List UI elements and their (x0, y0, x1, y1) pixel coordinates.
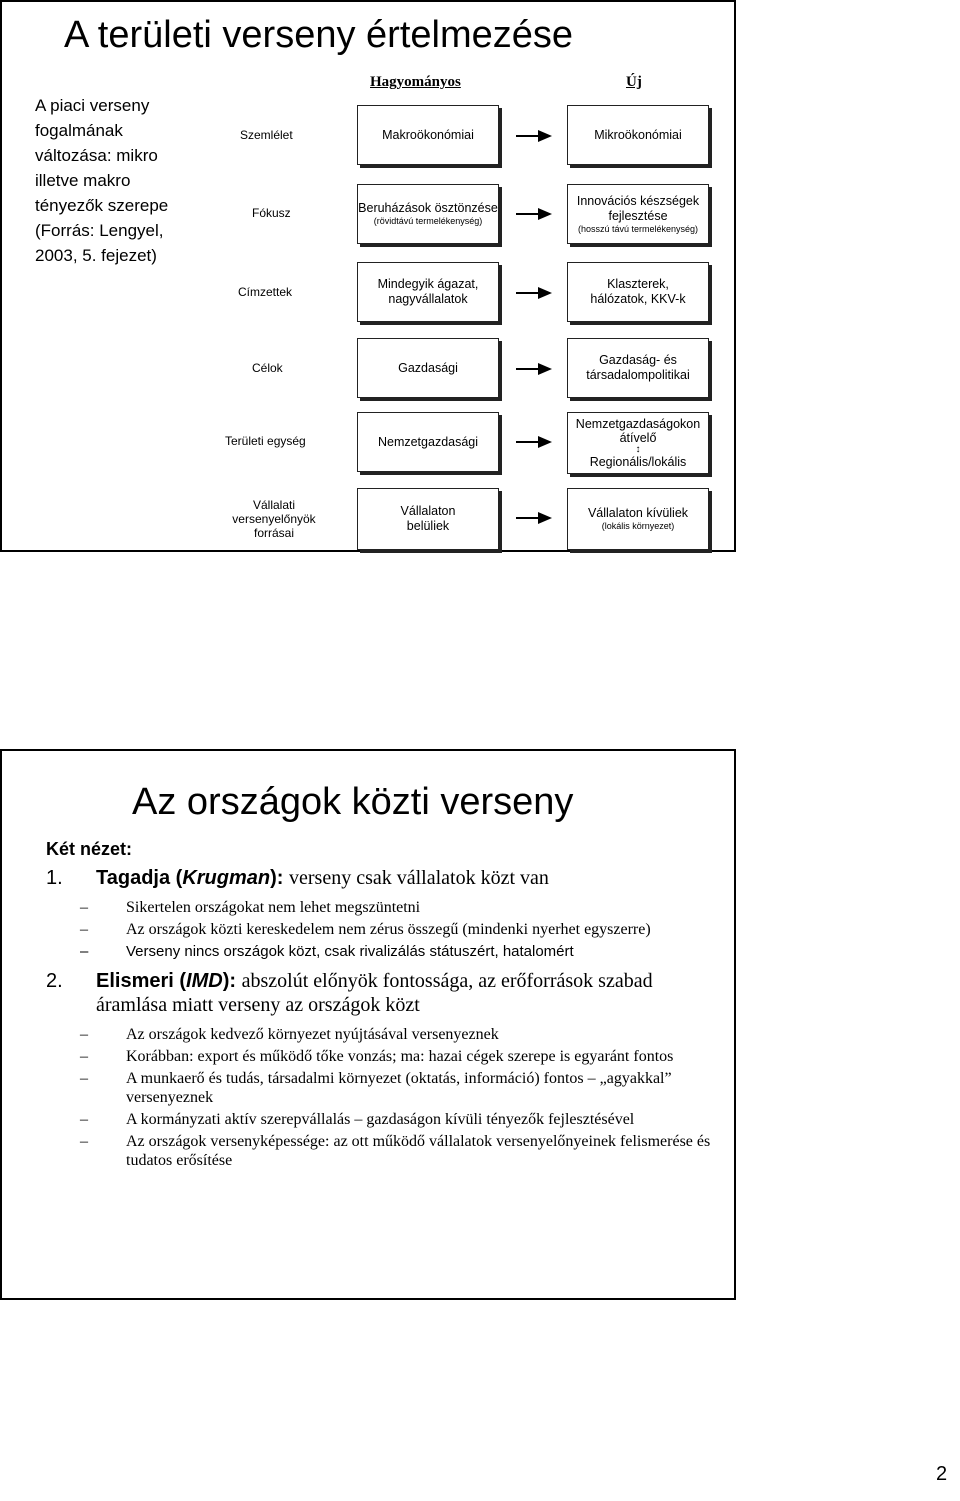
arrow-right-icon (516, 129, 552, 143)
slide-competition-between-countries (0, 749, 736, 1300)
view-1 (46, 866, 726, 890)
row-label-text: Vállalati versenyelőnyök forrásai (232, 498, 316, 540)
new-box (567, 105, 709, 165)
slide-caption: A piaci verseny fogalmának változása: mikro illetve makro tényezők szerepe (Forrás: Lengyel, 2003, 5. fejezet) (35, 96, 169, 265)
double-arrow-icon: ↕ (635, 444, 641, 455)
list-item-text: Korábban: export és működő tőke vonzás; ma: hazai cégek szerepe is egyaránt fontos (126, 1048, 674, 1065)
new-box (567, 412, 709, 474)
box-text: Gazdasági (398, 360, 458, 375)
page-number: 2 (936, 1463, 948, 1485)
list-item-text: A munkaerő és tudás, társadalmi környezet (oktatás, információ) fontos – „agyakkal” versenyeznek (126, 1070, 672, 1106)
list-item (46, 1047, 726, 1066)
list-item (46, 1069, 726, 1107)
dash-bullet: – (80, 921, 88, 938)
list-item (46, 1110, 726, 1129)
box-subtext: (hosszú távú termelékenység) (577, 223, 699, 234)
box-text: Mikroökonómiai (594, 127, 682, 142)
dash-bullet: – (80, 1133, 88, 1150)
row-label: Címzettek (238, 285, 293, 299)
column-header-traditional: Hagyományos (370, 74, 461, 90)
arrow-right-icon (516, 286, 552, 300)
box-subtext: (rövidtávú termelékenység) (373, 216, 483, 226)
head-post: ): (270, 867, 289, 889)
row-label (224, 498, 324, 540)
list-item-text: A kormányzati aktív szerepvállalás – gazdaságon kívüli tényezők fejlesztésével (126, 1111, 635, 1128)
list-item-text: Sikertelen országokat nem lehet megszüntetni (126, 899, 421, 916)
new-box (567, 184, 709, 244)
arrow-right-icon (516, 435, 552, 449)
view-head-rest: verseny csak vállalatok közt van (289, 867, 549, 889)
dash-bullet: – (80, 1111, 88, 1128)
traditional-box (357, 105, 499, 165)
dash-bullet: – (80, 1026, 88, 1043)
box-text: Nemzetgazdasági (377, 434, 479, 449)
view-head-rest: abszolút előnyök fontossága, az erőforrások szabad áramlása miatt verseny az országok közt (96, 970, 653, 1016)
new-box (567, 488, 709, 550)
dash-bullet: – (80, 899, 88, 916)
list-item (46, 942, 726, 961)
view-head (96, 970, 242, 992)
column-header-new: Új (626, 74, 642, 90)
slide-territorial-competition (0, 0, 736, 552)
traditional-box (357, 488, 499, 550)
head-pre: Elismeri ( (96, 970, 187, 992)
box-text: Mindegyik ágazat, nagyvállalatok (377, 277, 479, 306)
dash-bullet: – (80, 1070, 88, 1087)
traditional-box (357, 412, 499, 472)
box-text: Gazdaság- és társadalompolitikai (586, 353, 690, 382)
list-item-text: Az országok versenyképessége: az ott működő vállalatok versenyelőnyeinek felismerése és tudatos erősítése (126, 1133, 711, 1169)
box-text: Vállalaton kívüliek (587, 506, 689, 520)
list-item (46, 1132, 726, 1170)
list-item (46, 1025, 726, 1044)
box-text: Beruházások ösztönzése (358, 201, 498, 215)
box-text: Klaszterek, hálózatok, KKV-k (590, 277, 686, 306)
view-head (96, 867, 289, 889)
view-number: 2. (46, 970, 63, 992)
head-post: ): (222, 970, 242, 992)
two-views-heading: Két nézet: (46, 839, 133, 859)
traditional-box (357, 262, 499, 322)
box-text: Nemzetgazdaságokon átívelő (575, 417, 701, 445)
arrow-right-icon (516, 362, 552, 376)
arrow-right-icon (516, 511, 552, 525)
dash-bullet: – (80, 943, 89, 960)
box-text: Innovációs készségek fejlesztése (576, 193, 700, 223)
traditional-box (357, 184, 499, 244)
list-item (46, 920, 726, 939)
row-label: Célok (252, 361, 283, 375)
list-item-text: Az országok kedvező környezet nyújtásával versenyeznek (126, 1026, 499, 1043)
row-label: Szemlélet (240, 128, 293, 142)
traditional-box (357, 338, 499, 398)
new-box (567, 338, 709, 398)
head-pre: Tagadja ( (96, 867, 183, 889)
row-label: Fókusz (252, 206, 291, 220)
view-2 (46, 969, 726, 1017)
dash-bullet: – (80, 1048, 88, 1065)
slide-title: Az országok közti verseny (132, 781, 574, 823)
box-text-extra: Regionális/lokális (589, 455, 687, 469)
row-label: Területi egység (225, 434, 306, 448)
head-name: Krugman (182, 867, 271, 889)
slide-title: A területi verseny értelmezése (64, 14, 574, 56)
head-name: IMD (186, 970, 223, 992)
arrow-right-icon (516, 207, 552, 221)
new-box (567, 262, 709, 322)
list-item-text: Verseny nincs országok közt, csak rivalizálás státuszért, hatalomért (126, 943, 574, 960)
box-subtext: (lokális környezet) (601, 521, 675, 531)
box-text: Makroökonómiai (382, 127, 474, 142)
list-item (46, 898, 726, 917)
box-text: Vállalaton belüliek (400, 504, 456, 533)
slide-body (46, 839, 726, 1173)
view-number: 1. (46, 867, 63, 889)
list-item-text: Az országok közti kereskedelem nem zérus összegű (mindenki nyerhet egyszerre) (126, 921, 651, 938)
